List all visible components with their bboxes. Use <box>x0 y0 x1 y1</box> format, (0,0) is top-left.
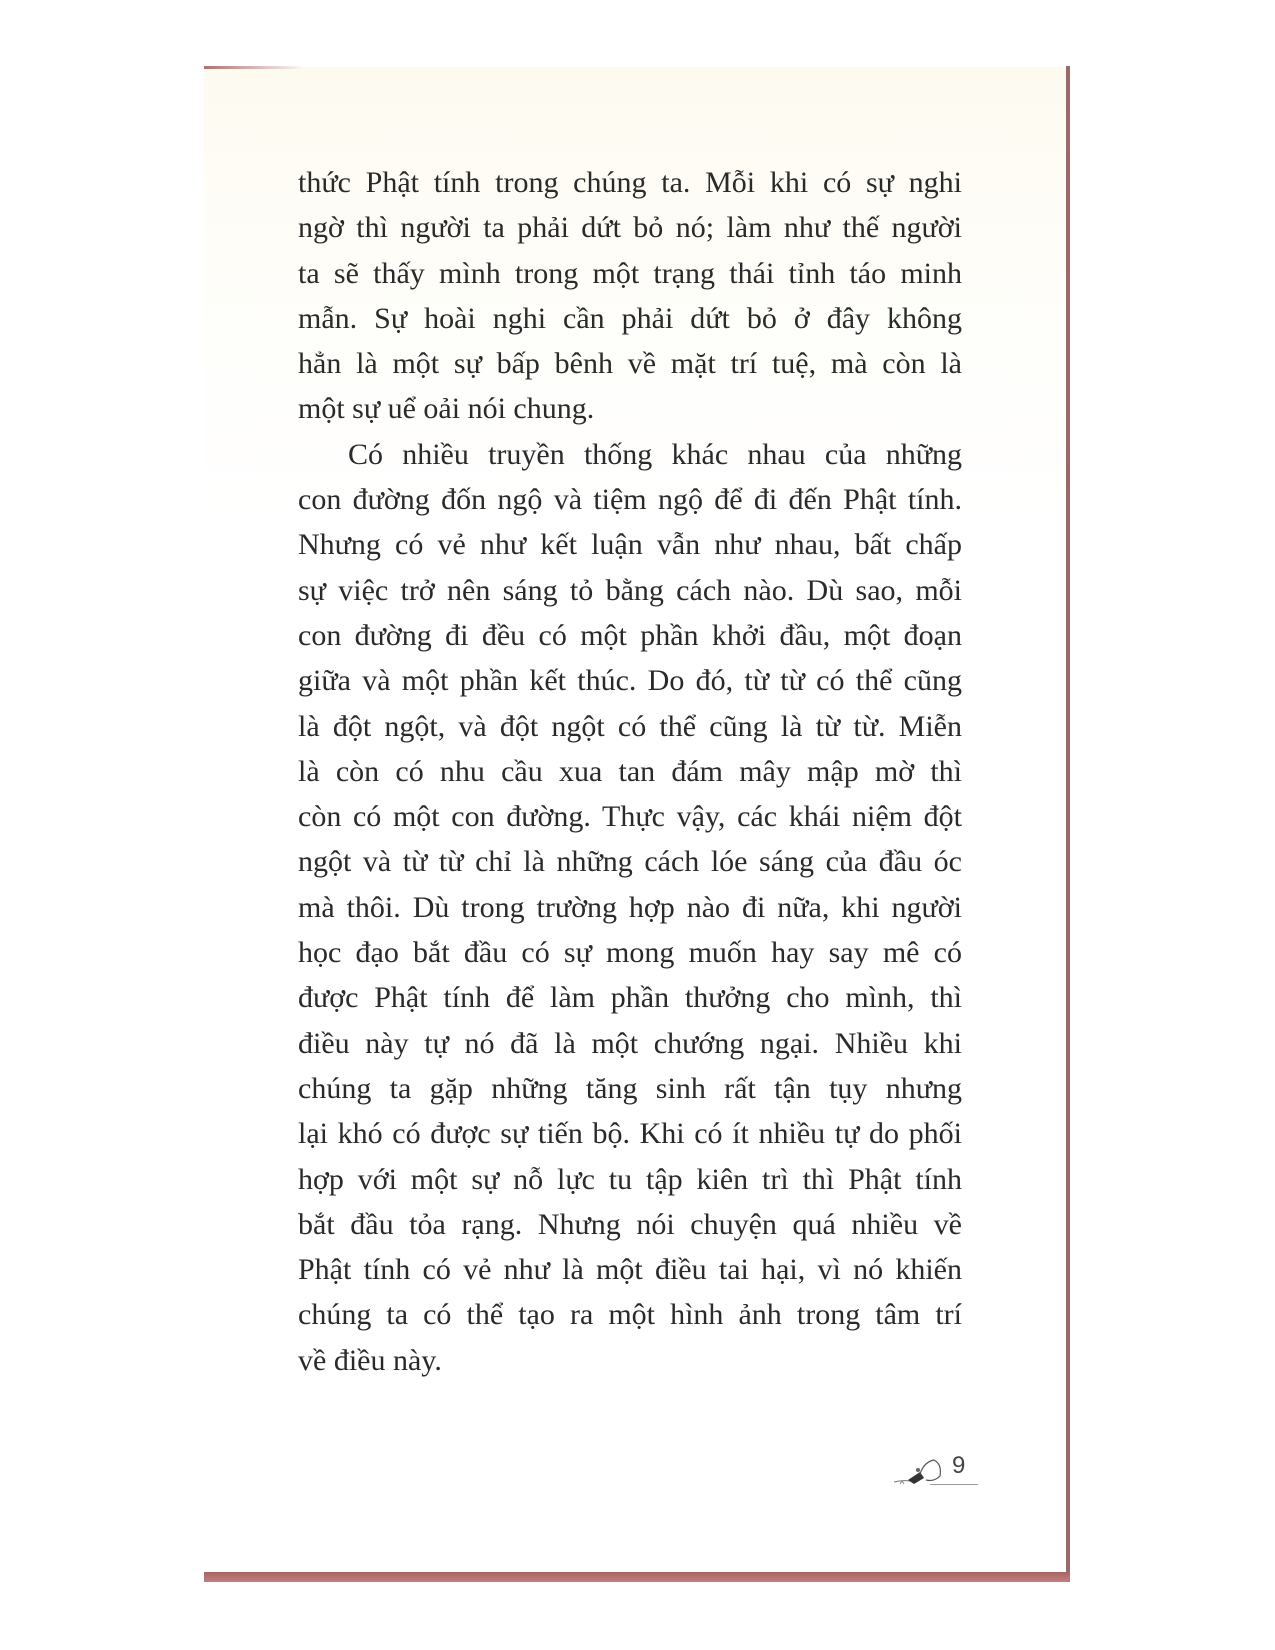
text-line: mẫn. Sự hoài nghi cần phải dứt bỏ ở đây không <box>298 301 962 335</box>
text-line: một sự uể oải nói chung. <box>298 392 595 426</box>
text-line: thức Phật tính trong chúng ta. Mỗi khi có sự nghi <box>298 166 962 199</box>
text-line: ngột và từ từ chỉ là những cách lóe sáng của đầu óc <box>298 845 962 879</box>
text-line: con đường đốn ngộ và tiệm ngộ để đi đến Phật tính. <box>298 483 962 517</box>
text-line: là đột ngột, và đột ngột có thể cũng là từ từ. Miễn <box>298 709 962 743</box>
page-right-edge <box>1066 66 1070 1582</box>
text-line: được Phật tính để làm phần thưởng cho mình, thì <box>298 981 962 1015</box>
text-line: lại khó có được sự tiến bộ. Khi có ít nhiều tự do phối <box>298 1117 962 1151</box>
body-text <box>298 160 962 1383</box>
text-line: Nhưng có vẻ như kết luận vẫn như nhau, bất chấp <box>298 528 962 562</box>
text-line: Có nhiều truyền thống khác nhau của những <box>348 437 962 471</box>
floral-ornament-icon <box>890 1454 950 1488</box>
text-line: mà thôi. Dù trong trường hợp nào đi nữa, khi người <box>298 890 962 924</box>
text-line: bắt đầu tỏa rạng. Nhưng nói chuyện quá nhiều về <box>298 1207 962 1241</box>
text-line: hợp với một sự nỗ lực tu tập kiên trì thì Phật tính <box>298 1162 962 1196</box>
text-line: giữa và một phần kết thúc. Do đó, từ từ có thể cũng <box>298 664 962 698</box>
text-line: Phật tính có vẻ như là một điều tai hại, vì nó khiến <box>298 1253 962 1287</box>
text-line: học đạo bắt đầu có sự mong muốn hay say mê có <box>298 936 962 970</box>
text-line: là còn có nhu cầu xua tan đám mây mập mờ thì <box>298 754 962 788</box>
text-line: còn có một con đường. Thực vậy, các khái niệm đột <box>298 800 962 834</box>
text-line: hẳn là một sự bấp bênh về mặt trí tuệ, mà còn là <box>298 347 962 381</box>
page-footer <box>890 1450 980 1490</box>
page-top-edge <box>204 66 304 69</box>
page-number-underline <box>930 1484 978 1485</box>
text-line: chúng ta có thể tạo ra một hình ảnh trong tâm trí <box>298 1298 962 1332</box>
text-line: ta sẽ thấy mình trong một trạng thái tỉnh táo minh <box>298 256 962 290</box>
text-line: về điều này. <box>298 1343 442 1377</box>
text-line: sự việc trở nên sáng tỏ bằng cách nào. Dù sao, mỗi <box>298 573 962 607</box>
text-line: ngờ thì người ta phải dứt bỏ nó; làm như thế người <box>298 211 962 245</box>
text-line: con đường đi đều có một phần khởi đầu, một đoạn <box>298 618 962 652</box>
text-line: chúng ta gặp những tăng sinh rất tận tụy nhưng <box>298 1071 962 1105</box>
text-line: điều này tự nó đã là một chướng ngại. Nhiều khi <box>298 1026 962 1060</box>
page-bottom-edge <box>204 1572 1070 1582</box>
page-number: 9 <box>952 1452 966 1479</box>
